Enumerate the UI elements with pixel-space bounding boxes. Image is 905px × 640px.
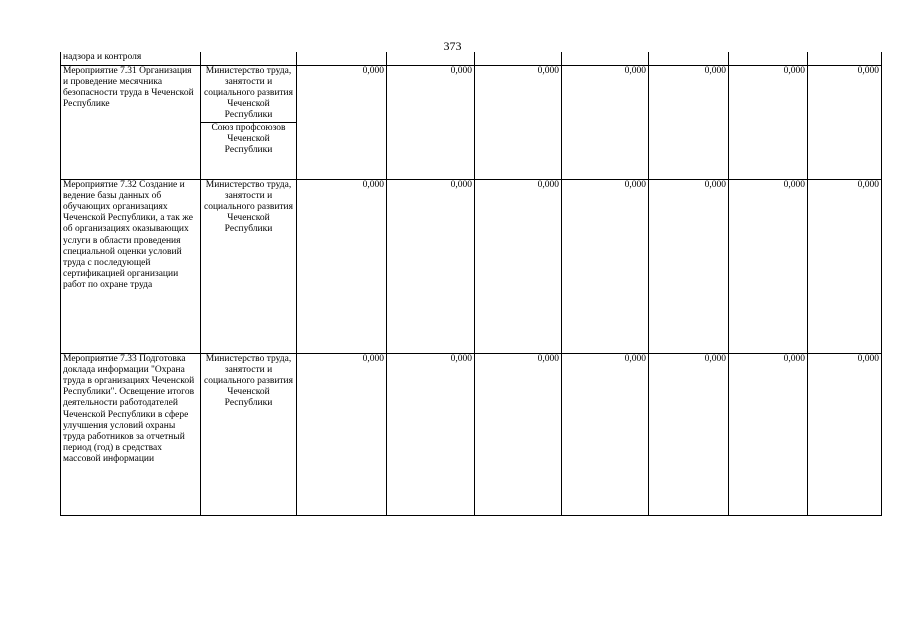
continuation-row — [61, 52, 882, 65]
measure-name-cell: Мероприятие 7.33 Подготовка доклада информации "Охрана труда в организациях Чеченской Республики". Освещение итогов деятельности работодателей Чеченской Республики в сфере улучшения условий охраны труда работников за отчетный период (год) в средствах массовой информации — [61, 353, 201, 515]
value-cell: 0,000 — [808, 353, 882, 515]
value-cell: 0,000 — [297, 353, 387, 515]
value-cell: 0,000 — [297, 179, 387, 353]
value-cell: 0,000 — [562, 179, 649, 353]
measure-name-cell: Мероприятие 7.32 Создание и ведение базы данных об обучающих организациях Чеченской Республики, а так же об организациях оказывающих услуги в области проведения специальной оценки условий труда с последующей сертификацией организации работ по охране труда — [61, 179, 201, 353]
measure-name-cell: Мероприятие 7.31 Организация и проведение месячника безопасности труда в Чеченской Республике — [61, 65, 201, 179]
value-cell: 0,000 — [729, 65, 808, 179]
value-cell: 0,000 — [387, 65, 475, 179]
value-cell: 0,000 — [729, 179, 808, 353]
value-cell: 0,000 — [475, 179, 562, 353]
value-cell: 0,000 — [729, 353, 808, 515]
table-row — [61, 65, 882, 179]
page-number: 373 — [443, 39, 462, 53]
responsible-org: Министерство труда, занятости и социального развития Чеченской Республики — [201, 353, 297, 515]
value-cell: 0,000 — [808, 179, 882, 353]
value-cell: 0,000 — [649, 65, 729, 179]
value-cell: 0,000 — [562, 353, 649, 515]
value-cell: 0,000 — [808, 65, 882, 179]
measures-table — [60, 52, 882, 516]
value-cell: 0,000 — [475, 65, 562, 179]
value-cell: 0,000 — [649, 179, 729, 353]
table-row — [61, 179, 882, 353]
value-cell: 0,000 — [562, 65, 649, 179]
value-cell: 0,000 — [649, 353, 729, 515]
responsible-org: Министерство труда, занятости и социального развития Чеченской Республики — [203, 65, 294, 121]
responsible-org: Министерство труда, занятости и социального развития Чеченской Республики — [201, 179, 297, 353]
responsible-org: Союз профсоюзов Чеченской Республики — [201, 122, 296, 157]
value-cell: 0,000 — [387, 353, 475, 515]
responsible-org-cell — [201, 65, 297, 179]
measure-name-cell: надзора и контроля — [61, 52, 201, 65]
value-cell: 0,000 — [387, 179, 475, 353]
value-cell: 0,000 — [297, 65, 387, 179]
table-row — [61, 353, 882, 515]
value-cell: 0,000 — [475, 353, 562, 515]
